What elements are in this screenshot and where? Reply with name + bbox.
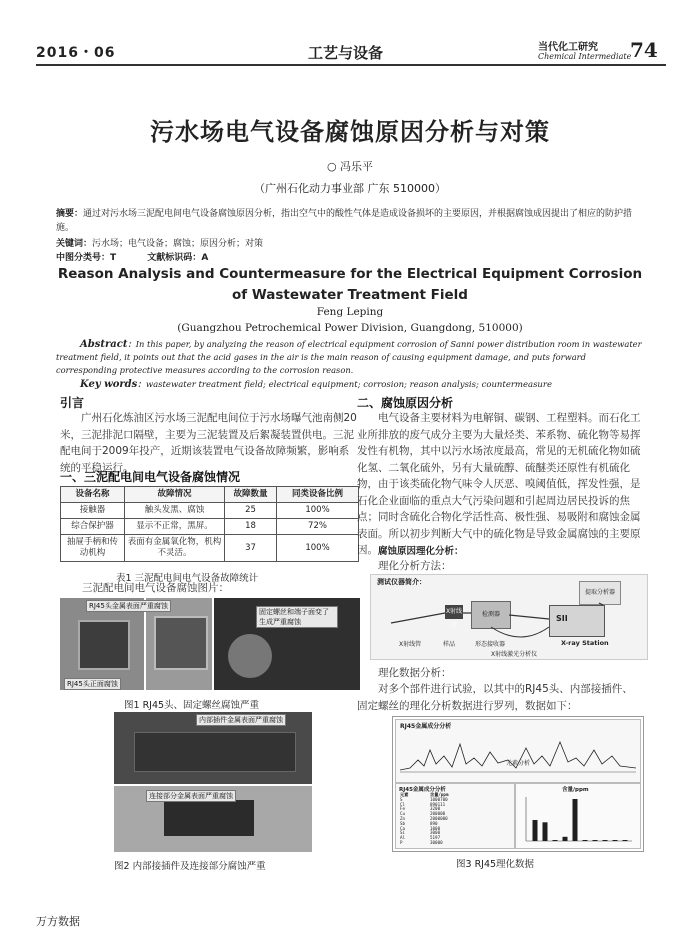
- table-row: [61, 503, 359, 519]
- data-label: 理化数据分析：: [378, 667, 452, 679]
- table-cell: 显示不正常，黑屏。: [125, 519, 225, 535]
- abstract-cn: [56, 207, 646, 235]
- affiliation-cn: （广州石化动力事业部 广东 510000）: [254, 182, 446, 195]
- class-label: 中图分类号：: [56, 253, 111, 263]
- fig3-table-panel: [395, 783, 515, 849]
- screw-shape: [228, 634, 272, 678]
- fig3-cell: Zn: [400, 815, 406, 821]
- detector-label: 检测器: [481, 611, 500, 618]
- bar-Zn: [573, 799, 578, 841]
- doc-code-value: A: [201, 253, 209, 263]
- fig3-cell: 200000: [430, 811, 446, 817]
- diagram-title: 测试仪器简介：: [377, 578, 426, 586]
- footer-watermark: 万方数据: [36, 915, 80, 928]
- photo-intro: 三泥配电间电气设备腐蚀图片：: [82, 582, 229, 594]
- connector-block: [164, 800, 254, 836]
- fig3-cell: S: [400, 796, 403, 802]
- fig3-cell: P: [400, 839, 403, 845]
- fig3-title-b: RJ45金属成分分析: [399, 787, 446, 793]
- journal-title-cn: 当代化工研究: [538, 42, 598, 53]
- fig3-cell: 3200: [430, 806, 441, 812]
- fig3-cell: 1000: [430, 825, 441, 831]
- data-text: 对多个部件进行试验，以其中的RJ45头、内部接插件、固定螺丝的理化分析数据进行罗列，数据如下：: [357, 683, 633, 712]
- fig1-label-b: 固定螺丝和端子面变了生成严重腐蚀: [256, 606, 338, 628]
- bar-Al: [613, 840, 618, 841]
- fig3-bar-title: 含量/ppm: [562, 787, 589, 793]
- fig1-caption: 图1 RJ45头、固定螺丝腐蚀严重: [124, 700, 260, 711]
- fig3-title-a: RJ45金属成分分析: [400, 723, 452, 730]
- station-label: X-ray Station: [561, 639, 609, 647]
- intro-text: 广州石化炼油区污水场三泥配电间位于污水场曝气池南侧20米，三泥排泥口隔壁，主要为三泥装置及后絮凝装置供电。三泥配电间于2009年投产，近期该装置电气设备故障频繁，影响系统的平稳运行。: [60, 412, 357, 474]
- fault-table: [60, 486, 359, 562]
- abstract-cn-text: 通过对污水场三泥配电间电气设备腐蚀原因分析，指出空气中的酸性气体是造成设备损坏的主要原因，并根据腐蚀成因提出了相应的防护措施。: [56, 209, 633, 233]
- fig2-caption: 图2 内部接插件及连接部分腐蚀严重: [114, 861, 266, 872]
- beam-line: [391, 603, 603, 623]
- doc-code-label: 文献标识码：: [147, 253, 202, 263]
- keywords-en-label: Key words: [80, 379, 138, 390]
- table-caption: 表1 三泥配电间电气设备故障统计: [116, 573, 259, 584]
- journal-title-en: Chemical Intermediate: [538, 52, 632, 61]
- fig3-spectrum-panel: [395, 719, 641, 783]
- subsection-heading: 腐蚀原因理化分析：: [378, 546, 464, 557]
- section2-heading: 二、腐蚀原因分析: [357, 396, 454, 410]
- table-cell: 100%: [277, 503, 359, 519]
- fig2-label-b: 连接部分金属表面严重腐蚀: [146, 790, 236, 802]
- fig3-head-cell: 含量/ppm: [430, 792, 449, 797]
- connector-shape: [78, 620, 130, 670]
- table-header: 同类设备比例: [277, 487, 359, 503]
- fig3-cell: 1000700: [430, 796, 448, 802]
- author-en: Feng Leping: [316, 306, 384, 318]
- fig3-cell: Cu: [400, 811, 406, 817]
- spectrum-line: [400, 742, 636, 770]
- table-cell: 100%: [277, 535, 359, 562]
- fig3-cell: 2000000: [430, 815, 448, 821]
- keywords-cn-text: 污水场；电气设备；腐蚀；原因分析；对策: [92, 239, 264, 249]
- instrument-diagram: [370, 574, 648, 660]
- bar-Cl: [543, 822, 548, 841]
- table-cell: 表面有金属氧化物，机构不灵活。: [125, 535, 225, 562]
- table-header-row: [61, 487, 359, 503]
- fig3-bar-panel: [515, 783, 641, 849]
- fig3-caption: 图3 RJ45理化数据: [456, 859, 535, 870]
- lamp-label: X射线管: [445, 608, 463, 629]
- intro-heading: 引言: [60, 396, 85, 410]
- keywords-cn: [56, 236, 263, 249]
- fig3-cell: 30000: [430, 839, 443, 845]
- title-en-line2: of Wastewater Treatment Field: [232, 287, 468, 303]
- table-cell: 18: [225, 519, 277, 535]
- receiver-label: 形态接收器: [475, 641, 506, 648]
- fig3-cell: 890: [430, 820, 438, 826]
- keywords-en: Key words：wastewater treatment field; electrical equipment; corrosion; reason analysis; countermeasure: [80, 379, 552, 390]
- table-header: 故障数量: [225, 487, 277, 503]
- fig3-cell: Cl: [400, 801, 406, 807]
- fig3-cell: Fe: [400, 806, 406, 812]
- class-value: T: [110, 253, 117, 263]
- classification-cn: [56, 250, 208, 263]
- bar-chart: [520, 793, 636, 845]
- table-cell: 综合保护器: [61, 519, 125, 535]
- fig3-cell: 3000: [430, 830, 441, 836]
- pcb-board: [134, 732, 296, 772]
- bar-Cu: [563, 837, 568, 841]
- bar-Ca: [593, 840, 598, 841]
- fig3-figure: [392, 716, 644, 852]
- bar-Fe: [553, 840, 558, 841]
- abstract-en-label: Abstract: [80, 339, 128, 350]
- section1-heading: 一、三泥配电间电气设备腐蚀情况: [60, 470, 241, 484]
- sample-label: 样品: [443, 641, 456, 648]
- title-en-line1: Reason Analysis and Countermeasure for the Electrical Equipment Corrosion: [57, 266, 643, 282]
- fig2-label-a: 内部插件金属表面严重腐蚀: [196, 714, 286, 726]
- beam-label: X射线激光分析仪: [491, 651, 538, 658]
- tube-label: X射线管: [399, 641, 422, 648]
- fig3-cell: 890111: [430, 801, 446, 807]
- fig3-head-cell: 元素: [400, 792, 409, 797]
- fig3-cell: Ca: [400, 825, 406, 831]
- keywords-cn-label: 关键词：: [56, 239, 93, 249]
- fig1-label-c: RJ45头正面腐蚀: [64, 678, 121, 690]
- fig3-table: [400, 793, 510, 846]
- fig3-sub-a: 元素分析: [506, 760, 531, 767]
- abstract-cn-label: 摘要：: [56, 209, 84, 219]
- fig3-cell: 5197: [430, 835, 441, 841]
- table-cell: 37: [225, 535, 277, 562]
- fig1-label-a: RJ45头金属表面严重腐蚀: [86, 600, 171, 612]
- keywords-en-text: wastewater treatment field; electrical equipment; corrosion; reason analysis; countermeasure: [145, 380, 552, 390]
- table-cell: 接触器: [61, 503, 125, 519]
- bar-Sb: [583, 840, 588, 841]
- power-label: 提取分析器: [584, 589, 615, 596]
- table-header: 设备名称: [61, 487, 125, 503]
- author-cn: ○ 冯乐平: [326, 160, 374, 173]
- spectrum-chart: [400, 730, 636, 778]
- table-cell: 25: [225, 503, 277, 519]
- issue-number: 2016・06: [36, 45, 116, 61]
- abstract-en-text: In this paper, by analyzing the reason of electrical equipment corrosion of Sanni power distribution room in wastewater treatment field, it points out that the acid gases in the air is the main reason of causing equipment damage, and puts forward corresponding protective measures according to the corrosion reason.: [56, 339, 642, 375]
- fig3-table-row: [400, 841, 510, 846]
- abstract-en: Abstract：In this paper, by analyzing the reason of electrical equipment corrosion of Sanni power distribution room in wastewater treatment field, it points out that the acid gases in the air is the main reason of causing equipment damage, and puts forward corresponding protective measures according to the corrosion reason.: [56, 339, 642, 375]
- table-cell: 72%: [277, 519, 359, 535]
- section-title: 工艺与设备: [308, 44, 384, 62]
- affiliation-en: (Guangzhou Petrochemical Power Division, Guangdong, 510000): [177, 322, 523, 334]
- analyzer-label: SII: [556, 614, 568, 623]
- header-rule: [36, 64, 666, 66]
- method-label: 理化分析方法：: [378, 560, 452, 572]
- table-row: [61, 519, 359, 535]
- connector-shape: [154, 616, 208, 670]
- fig3-cell: Al: [400, 835, 406, 841]
- fig3-cell: Sb: [400, 820, 406, 826]
- page-number: 74: [630, 38, 658, 62]
- table-row: [61, 535, 359, 562]
- bar-Si: [603, 840, 608, 841]
- bar-S: [533, 820, 538, 841]
- title-cn: 污水场电气设备腐蚀原因分析与对策: [150, 118, 550, 146]
- signal-line: [491, 627, 549, 637]
- section2-text: 电气设备主要材料为电解铜、碳钢、工程塑料。而石化工业所排放的废气成分主要为大量烃类、苯系物、硫化物等易挥发性有机物，其中以污水场浓度最高，常见的无机硫化物如硫化氢、二氧化硫外，另有大量硫醇、硫醚类还原性有机硫化物，由于该类硫化物气味令人厌恶、嗅阈值低，挥发性强，是石化企业面临的重点大气污染问题和引起周边居民投诉的焦点；同时含硫化合物化学活性高、极性强、易吸附和腐蚀金属表面。所以初步判断大气中的硫化物是导致金属腐蚀的主要原因。: [357, 412, 641, 556]
- table-cell: 触头发黑、腐蚀: [125, 503, 225, 519]
- table-cell: 抽屉手柄和传动机构: [61, 535, 125, 562]
- fig3-cell: Si: [400, 830, 406, 836]
- table-header: 故障情况: [125, 487, 225, 503]
- bar-P: [623, 840, 628, 841]
